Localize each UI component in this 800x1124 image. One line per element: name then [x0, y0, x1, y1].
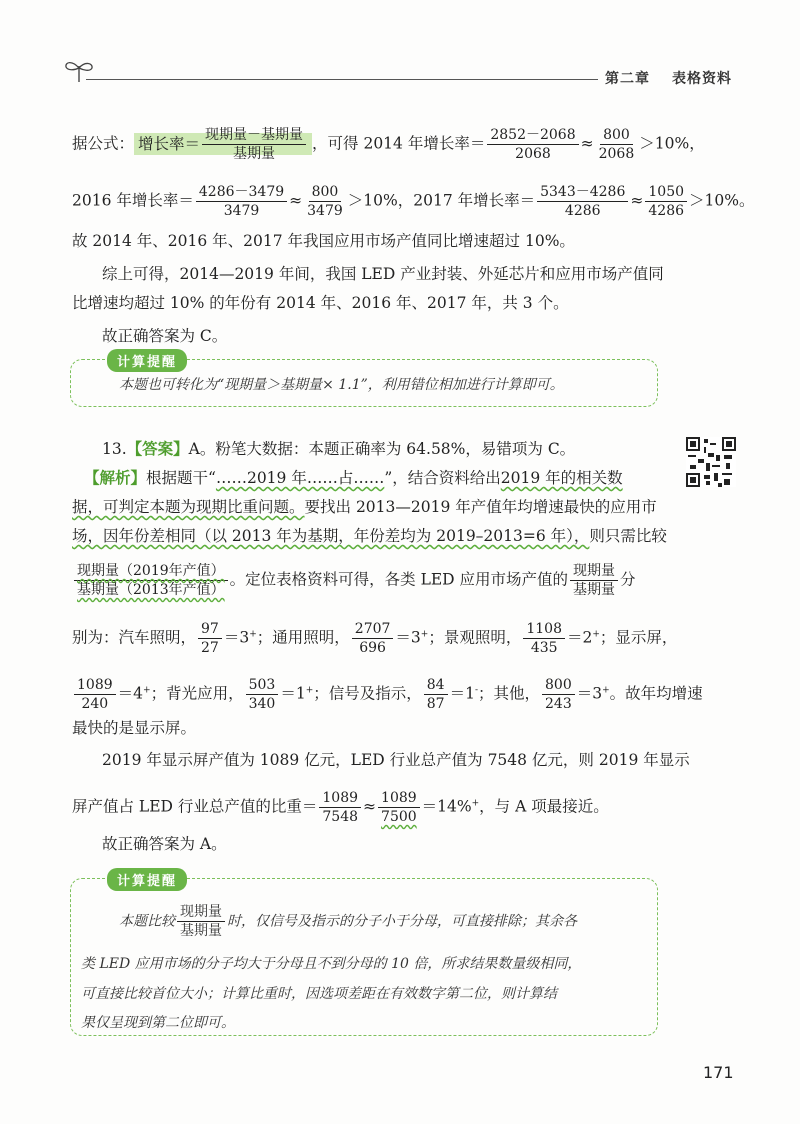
- tip2-line-2: 类 LED 应用市场的分子均大于分母且不到分母的 10 倍，所求结果数量级相同，: [81, 956, 582, 972]
- q13-analysis-line-4: $\frac{\text{现期量（2019年产值）}}{\text{基期量（2013年产值）}}$ 。定位表格资料可得，各类 LED 应用市场产值的 $\frac{\text{现期量}}{\text{基期量}}$ 分: [72, 562, 736, 599]
- tip-box-1: [70, 355, 658, 407]
- q13-analysis-line-8: 2019 年显示屏产值为 1089 亿元，LED 行业总产值为 7548 亿元，则 2019 年显示: [102, 751, 690, 769]
- analysis-tag: 【解析】: [84, 468, 147, 487]
- paragraph-5: 故正确答案为 C。: [102, 327, 228, 345]
- answer-tag: 【答案】: [126, 439, 189, 458]
- tip2-line-1: 本题比较 $\frac{\text{现期量}}{\text{基期量}}$ 时，仅信号及指示的分子小于分母，可直接排除；其余各: [119, 904, 577, 939]
- formula-highlight: 增长率＝ $\frac{\text{现期量－基期量}}{\text{基期量}}$: [134, 133, 312, 155]
- q13-analysis-line-3: 场，因年份差相同（以 2013 年为基期，年份差均为 2019–2013=6 年），则只需比较: [72, 527, 667, 545]
- paragraph-4b: 比增速均超过 10% 的年份有 2014 年、2016 年、2017 年，共 3 个。: [72, 294, 569, 312]
- q13-analysis-line-5: 别为：汽车照明， $\frac{97}{27}$ ＝3+；通用照明， $\frac{2707}{696}$ ＝3+；景观照明， $\frac{1108}{435}$ ＝2+；显示屏，: [72, 621, 678, 656]
- formula-line-2: 2016 年增长率＝ $\frac{4286-3479}{3479}$ ≈ $\frac{800}{3479}$ ＞10%，2017 年增长率＝ $\frac{5343-4286}{4286}$ ≈ $\frac{1050}{4286}$ ＞10%。: [72, 184, 755, 219]
- chapter-title: 表格资料: [672, 71, 732, 87]
- tip-tag: 计算提醒: [107, 868, 187, 891]
- header-rule: [86, 79, 598, 80]
- formula-line-1: 据公式： 增长率＝ $\frac{\text{现期量－基期量}}{\text{基期量}}$ ，可得 2014 年增长率＝ $\frac{2852-2068}{2068}$ ≈ $\frac{800}{2068}$ ＞10%，: [72, 127, 705, 162]
- tip2-line-4: 果仅呈现到第二位即可。: [81, 1015, 235, 1031]
- q13-analysis-line-2: 据，可判定本题为现期比重问题。要找出 2013—2019 年产值年均增速最快的应用市: [72, 498, 657, 516]
- q13-conclusion: 故正确答案为 A。: [102, 835, 227, 853]
- q13-analysis-line-6: $\frac{1089}{240}$ ＝4+；背光应用， $\frac{503}{340}$ ＝1+；信号及指示， $\frac{84}{87}$ ＝1-；其他， $\frac{800}{243}$ ＝3+。故年均增速: [72, 676, 736, 713]
- q13-analysis-line-7: 最快的是显示屏。: [72, 719, 197, 737]
- chapter-label: 第二章: [605, 71, 650, 87]
- q13-analysis-line-9: 屏产值占 LED 行业总产值的比重＝ $\frac{1089}{7548}$ ≈ $\frac{1089}{7500}$ ＝14%+，与 A 项最接近。: [72, 790, 609, 825]
- page-number: 171: [703, 1063, 734, 1082]
- tip-text: 本题也可转化为“现期量＞基期量× 1.1”，利用错位相加进行计算即可。: [119, 377, 564, 393]
- q13-answer-line: 13.【答案】A。粉笔大数据：本题正确率为 64.58%，易错项为 C。: [102, 439, 576, 458]
- tip2-line-3: 可直接比较首位大小；计算比重时，因选项差距在有效数字第二位，则计算结: [81, 986, 557, 1002]
- paragraph-3: 故 2014 年、2016 年、2017 年我国应用市场产值同比增速超过 10%。: [72, 232, 575, 250]
- tip-box-2: [70, 874, 658, 1036]
- q13-analysis-line-1: 【解析】根据题干“……2019 年……占……”，结合资料给出2019 年的相关数: [84, 468, 623, 487]
- tip-tag: 计算提醒: [107, 349, 187, 372]
- paragraph-4a: 综上可得，2014—2019 年间，我国 LED 产业封装、外延芯片和应用市场产值同: [102, 265, 664, 283]
- running-header: [605, 68, 732, 88]
